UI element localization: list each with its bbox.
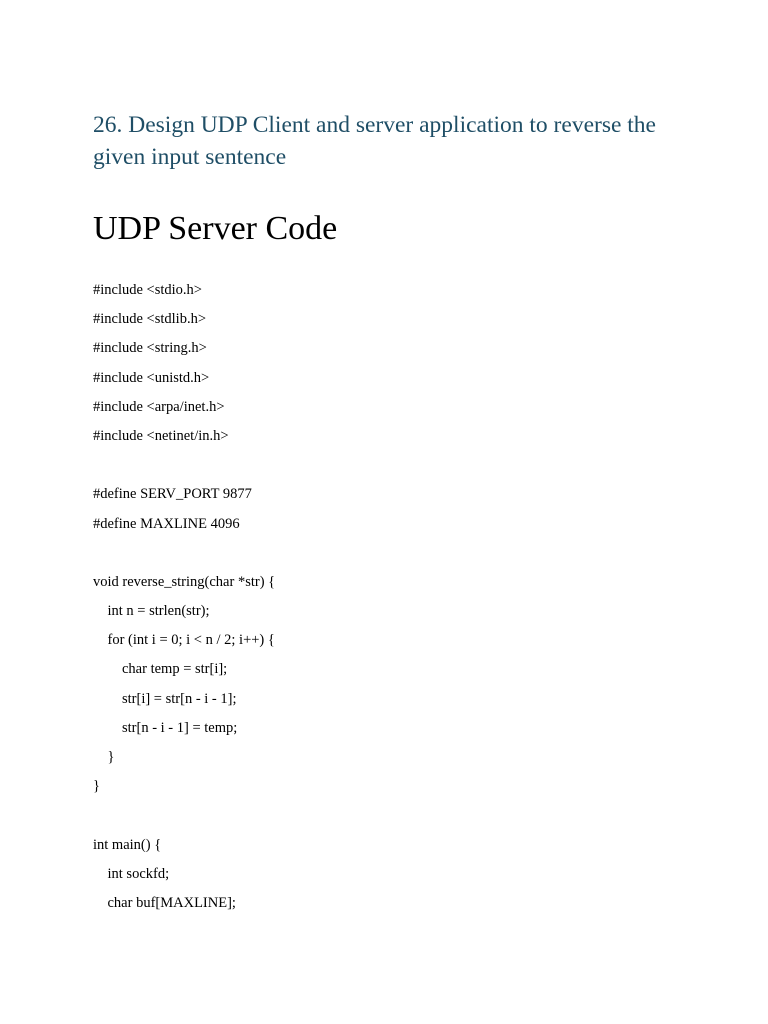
code-line: } — [93, 749, 115, 765]
code-line: str[n - i - 1] = temp; — [93, 719, 238, 736]
code-line: #include <unistd.h> — [93, 369, 210, 386]
code-line: int n = strlen(str); — [93, 603, 210, 620]
code-line: #include <stdio.h> — [93, 282, 202, 298]
code-line: void reverse_string(char *str) { — [93, 573, 276, 590]
blank-line — [93, 803, 733, 832]
question-heading: 26. Design UDP Client and server application to reverse the given input sentence — [93, 112, 656, 170]
code-line: str[i] = str[n - i - 1]; — [93, 690, 237, 707]
code-line: for (int i = 0; i < n / 2; i++) { — [93, 632, 275, 649]
code-line: int main() { — [93, 836, 162, 853]
code-line: #define SERV_PORT 9877 — [93, 486, 252, 503]
code-line: #include <arpa/inet.h> — [93, 398, 225, 415]
code-line: #include <string.h> — [93, 340, 207, 357]
code-line: #define MAXLINE 4096 — [93, 515, 240, 532]
code-line: char buf[MAXLINE]; — [93, 894, 236, 911]
code-listing — [93, 278, 733, 920]
section-title: UDP Server Code — [93, 210, 338, 247]
code-line: char temp = str[i]; — [93, 661, 228, 678]
code-line: #include <netinet/in.h> — [93, 427, 229, 444]
blank-line — [93, 453, 733, 482]
code-line: #include <stdlib.h> — [93, 311, 207, 328]
code-line: } — [93, 778, 100, 795]
code-line: int sockfd; — [93, 865, 170, 882]
blank-line — [93, 541, 733, 570]
